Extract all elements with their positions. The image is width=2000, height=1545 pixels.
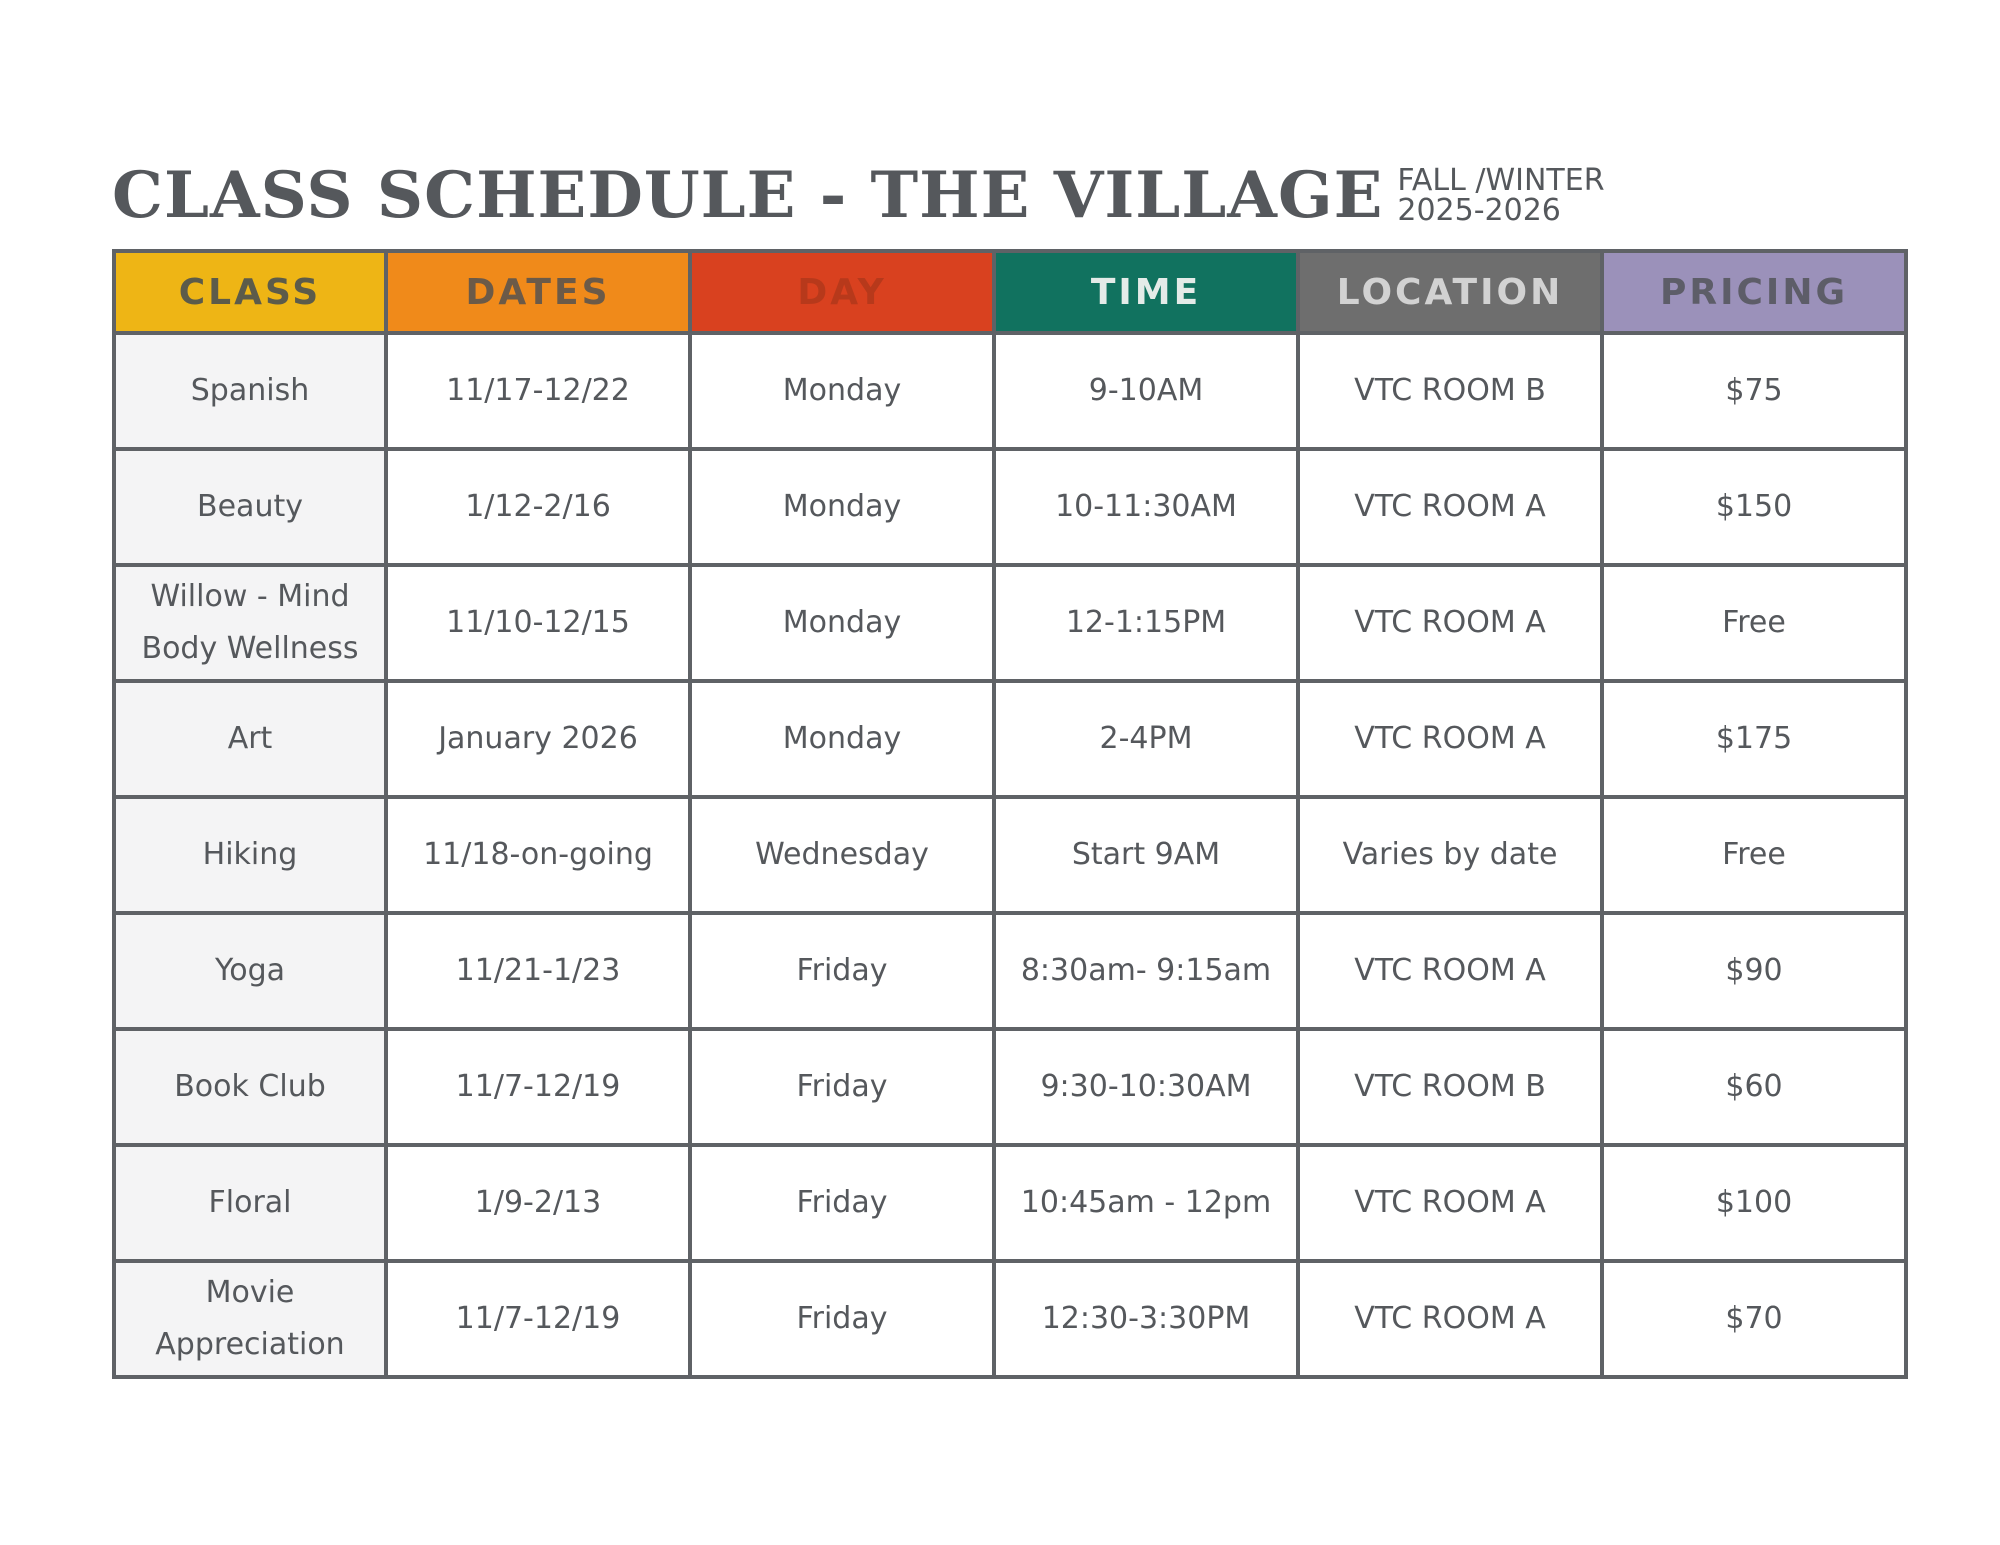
- class-cell: Beauty: [114, 449, 386, 565]
- season-term: FALL /WINTER: [1397, 163, 1605, 198]
- class-cell: Art: [114, 681, 386, 797]
- time-cell: 8:30am- 9:15am: [994, 913, 1298, 1029]
- location-cell: VTC ROOM A: [1298, 565, 1602, 681]
- title-row: [112, 150, 1605, 233]
- table-row: [114, 449, 1906, 565]
- pricing-cell: Free: [1602, 565, 1906, 681]
- time-cell: 9-10AM: [994, 333, 1298, 449]
- class-cell: Book Club: [114, 1029, 386, 1145]
- day-cell: Friday: [690, 913, 994, 1029]
- pricing-cell: $60: [1602, 1029, 1906, 1145]
- table-row: [114, 1029, 1906, 1145]
- dates-cell: 1/12-2/16: [386, 449, 690, 565]
- class-cell: Spanish: [114, 333, 386, 449]
- day-cell: Monday: [690, 333, 994, 449]
- class-cell: Movie Appreciation: [114, 1261, 386, 1377]
- time-cell: 10-11:30AM: [994, 449, 1298, 565]
- column-header-time: TIME: [994, 251, 1298, 333]
- table-row: [114, 797, 1906, 913]
- dates-cell: January 2026: [386, 681, 690, 797]
- time-cell: 2-4PM: [994, 681, 1298, 797]
- dates-cell: 11/7-12/19: [386, 1029, 690, 1145]
- column-header-class: CLASS: [114, 251, 386, 333]
- location-cell: VTC ROOM A: [1298, 681, 1602, 797]
- pricing-cell: $175: [1602, 681, 1906, 797]
- pricing-cell: $70: [1602, 1261, 1906, 1377]
- day-cell: Monday: [690, 565, 994, 681]
- column-header-location: LOCATION: [1298, 251, 1602, 333]
- table-row: [114, 681, 1906, 797]
- table-row: [114, 565, 1906, 681]
- column-header-pricing: PRICING: [1602, 251, 1906, 333]
- time-cell: 9:30-10:30AM: [994, 1029, 1298, 1145]
- day-cell: Friday: [690, 1029, 994, 1145]
- dates-cell: 11/21-1/23: [386, 913, 690, 1029]
- day-cell: Friday: [690, 1145, 994, 1261]
- table-row: [114, 1145, 1906, 1261]
- season-year: 2025-2026: [1397, 193, 1561, 228]
- time-cell: 12:30-3:30PM: [994, 1261, 1298, 1377]
- season-label: [1397, 163, 1605, 228]
- time-cell: 12-1:15PM: [994, 565, 1298, 681]
- class-schedule-table: [112, 249, 1908, 1379]
- dates-cell: 11/10-12/15: [386, 565, 690, 681]
- day-cell: Monday: [690, 449, 994, 565]
- location-cell: VTC ROOM A: [1298, 1261, 1602, 1377]
- location-cell: VTC ROOM A: [1298, 913, 1602, 1029]
- header-row: [114, 251, 1906, 333]
- day-cell: Monday: [690, 681, 994, 797]
- dates-cell: 11/7-12/19: [386, 1261, 690, 1377]
- pricing-cell: $90: [1602, 913, 1906, 1029]
- dates-cell: 1/9-2/13: [386, 1145, 690, 1261]
- location-cell: VTC ROOM A: [1298, 1145, 1602, 1261]
- pricing-cell: $100: [1602, 1145, 1906, 1261]
- table-row: [114, 1261, 1906, 1377]
- pricing-cell: $150: [1602, 449, 1906, 565]
- time-cell: Start 9AM: [994, 797, 1298, 913]
- column-header-day: DAY: [690, 251, 994, 333]
- location-cell: Varies by date: [1298, 797, 1602, 913]
- page-title: CLASS SCHEDULE - THE VILLAGE: [112, 158, 1384, 233]
- location-cell: VTC ROOM A: [1298, 449, 1602, 565]
- location-cell: VTC ROOM B: [1298, 333, 1602, 449]
- class-cell: Yoga: [114, 913, 386, 1029]
- dates-cell: 11/18-on-going: [386, 797, 690, 913]
- class-cell: Floral: [114, 1145, 386, 1261]
- pricing-cell: Free: [1602, 797, 1906, 913]
- day-cell: Friday: [690, 1261, 994, 1377]
- table-row: [114, 913, 1906, 1029]
- column-header-dates: DATES: [386, 251, 690, 333]
- time-cell: 10:45am - 12pm: [994, 1145, 1298, 1261]
- day-cell: Wednesday: [690, 797, 994, 913]
- class-cell: Hiking: [114, 797, 386, 913]
- table-row: [114, 333, 1906, 449]
- class-cell: Willow - Mind Body Wellness: [114, 565, 386, 681]
- location-cell: VTC ROOM B: [1298, 1029, 1602, 1145]
- dates-cell: 11/17-12/22: [386, 333, 690, 449]
- pricing-cell: $75: [1602, 333, 1906, 449]
